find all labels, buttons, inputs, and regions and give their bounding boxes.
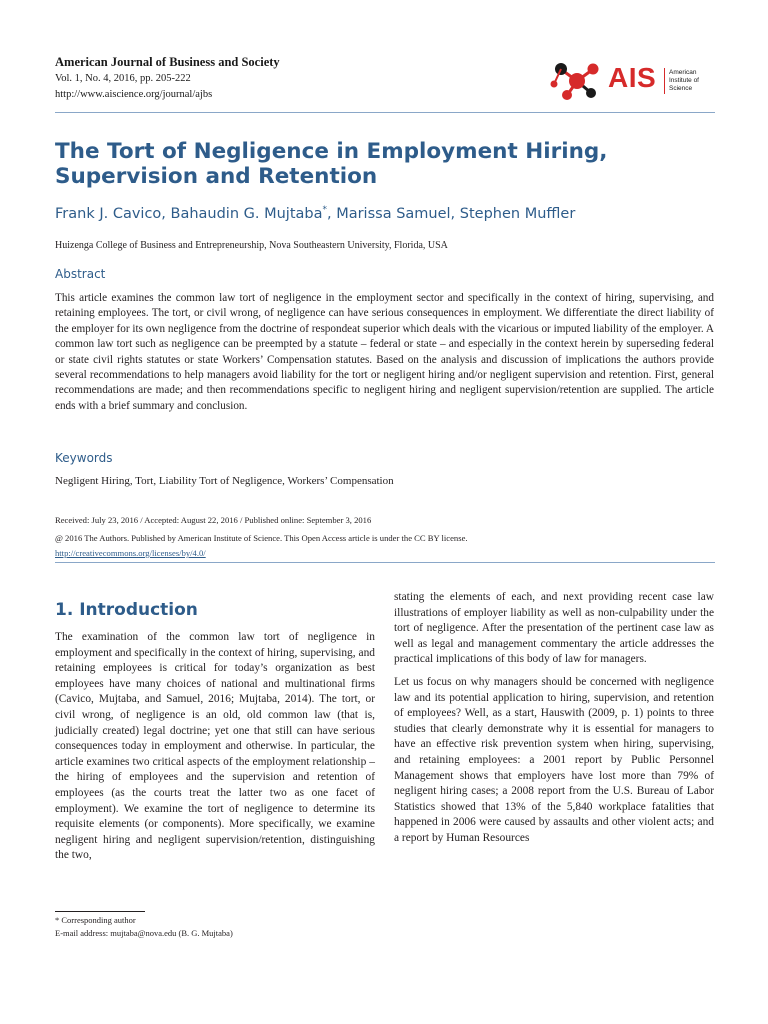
intro-paragraph: stating the elements of each, and next providing recent case law illustrations of employer liability as well as non-culpability under the tort of negligence. After the presentation of the pertinent case law as well as legal and management commentary the article addresses the practical implications of this body of law for managers. <box>394 591 714 666</box>
author-affiliation: Huizenga College of Business and Entrepreneurship, Nova Southeastern University, Florida, USA <box>55 240 448 251</box>
ais-logo <box>548 58 718 108</box>
journal-url[interactable]: http://www.aiscience.org/journal/ajbs <box>55 89 213 100</box>
abstract-body: This article examines the common law tort of negligence in the employment sector and specifically in the context of hiring, supervising, and retaining employees. The tort, or civil wrong, of negligence can have serious consequences in employment. We differentiate the direct liability of the employer for its own negligence from the doctrine of respondeat superior which deals with the vicarious or imputed liability of the employer. A common law tort such as negligence can be preempted by a statute – federal or state – and especially in the context herein by superseding federal or state civil rights statutes or state Workers’ Compensation statutes. Based on the analysis and discussion of implications the authors provide several recommendations to help managers avoid liability for the tort or negligent hiring and/or negligent supervision and retention. First, general recommendations are made; and then recommendations specific to negligent hiring and negligent supervision/retention are supplied. The article ends with a brief summary and conclusion. <box>55 292 714 412</box>
right-column <box>394 590 714 854</box>
logo-subtitle: American Institute of Science <box>669 69 699 92</box>
left-column <box>55 630 375 871</box>
authors-part-2: , Marissa Samuel, Stephen Muffler <box>326 206 576 222</box>
molecule-logo-icon <box>548 58 606 104</box>
intro-paragraph: Let us focus on why managers should be concerned with negligence law and its potential application to hiring, supervision, and retention of employees? Well, as a start, Hauswith (2009, p. 1) points to three studies that clearly demonstrate why it is essential for managers to have an effective risk prevention system when hiring, supervising, and retaining employees: a 2001 report by Public Personnel Management shows that employers have lost more than 79% of negligent hiring cases; a 2008 report from the U.S. Bureau of Labor Statistics showed that 13% of the 5,840 workplace fatalities that happened in 2006 were caused by assaults and other violent acts; and a report by Human Resources <box>394 675 714 844</box>
footnote-email: E-mail address: mujtaba@nova.edu (B. G. Mujtaba) <box>55 928 233 938</box>
license-statement: @ 2016 The Authors. Published by American Institute of Science. This Open Access article is under the CC BY license. <box>55 533 468 543</box>
intro-paragraph: The examination of the common law tort of negligence in employment and specifically in the context of hiring, supervising, and retaining employees is critical for today’s organization as best employees have many choices of national and multinational firms (Cavico, Mujtaba, and Samuel, 2016; Mujtaba, 2014). The tort, or civil wrong, of negligence is an old, old common law (that is, judicially created) legal doctrine; yet one that still can have serious consequences today in employment and otherwise. In particular, the article examines two critical aspects of the employment relationship – the hiring of employees and the supervision and retention of employees (as the courts treat the latter two as one facet of employment). We examine the tort of negligence to determine its requisite elements (or components). More specifically, we examine negligent hiring and negligent supervision/retention, distinguishing the two, <box>55 631 375 862</box>
journal-volume-info: Vol. 1, No. 4, 2016, pp. 205-222 <box>55 73 191 84</box>
logo-separator <box>664 68 665 94</box>
abstract-heading: Abstract <box>55 267 106 281</box>
corresponding-author-mark[interactable]: * <box>322 205 327 215</box>
license-link[interactable]: http://creativecommons.org/licenses/by/4.0/ <box>55 548 206 558</box>
header-divider <box>55 112 715 113</box>
journal-title: American Journal of Business and Society <box>55 55 280 69</box>
keywords-heading: Keywords <box>55 451 113 465</box>
keywords-list: Negligent Hiring, Tort, Liability Tort of Negligence, Workers’ Compensation <box>55 475 394 487</box>
logo-acronym: AIS <box>608 62 657 93</box>
footnote-corresponding: * Corresponding author <box>55 915 136 925</box>
authors-part-1: Frank J. Cavico, Bahaudin G. Mujtaba <box>55 206 323 222</box>
publication-dates: Received: July 23, 2016 / Accepted: August 22, 2016 / Published online: September 3, 2016 <box>55 515 372 525</box>
article-title: The Tort of Negligence in Employment Hiring, Supervision and Retention <box>55 139 608 189</box>
author-list <box>55 205 735 222</box>
section-heading-introduction: 1. Introduction <box>55 600 198 620</box>
footnote-divider <box>55 911 145 912</box>
metadata-divider <box>55 562 715 563</box>
